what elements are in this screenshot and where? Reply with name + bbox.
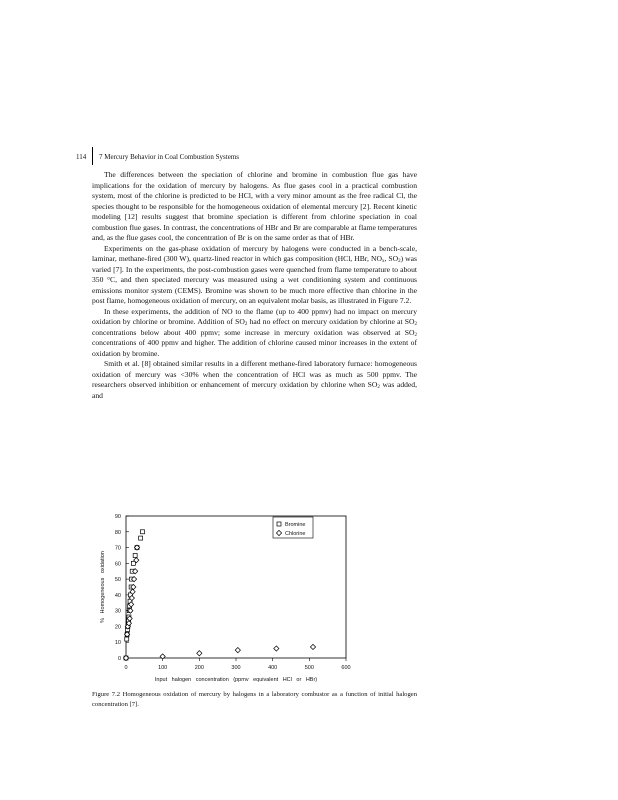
- bromine-point: [141, 530, 145, 534]
- x-axis-label: Input halogen concentration (ppmv equivalent HCl or HBr): [154, 677, 318, 683]
- chlorine-point: [274, 646, 279, 651]
- figure-caption: Figure 7.2 Homogeneous oxidation of mercury by halogens in a laboratory combustor as a function of initial halogen concentration [7].: [92, 691, 417, 708]
- chlorine-point: [310, 644, 315, 649]
- page-number: 114: [76, 153, 87, 161]
- header-divider: [92, 147, 93, 165]
- paragraph-1: [92, 170, 417, 244]
- subscript: 2: [414, 332, 417, 338]
- subscript: 2: [377, 385, 380, 390]
- legend-label-chlorine: Chlorine: [285, 531, 306, 537]
- y-tick-label: 20: [114, 624, 121, 631]
- subscript: 2: [414, 322, 418, 327]
- y-tick-label: 10: [114, 640, 121, 647]
- chlorine-point: [235, 648, 240, 653]
- chapter-title: 7 Mercury Behavior in Coal Combustion Systems: [99, 153, 239, 161]
- x-tick-label: 500: [304, 665, 314, 671]
- x-tick-label: 100: [158, 665, 168, 671]
- figure-7-2-chart: [92, 508, 362, 688]
- subscript: 2: [398, 259, 401, 264]
- text-run: was added, and: [92, 380, 417, 400]
- subscript: x: [381, 259, 385, 264]
- bromine-point: [125, 637, 129, 641]
- y-tick-label: 80: [114, 529, 121, 536]
- text-run: had no effect on mercury oxidation by chlorine at SO: [247, 317, 415, 326]
- paragraph-3: [92, 307, 417, 360]
- legend-marker-bromine: [277, 522, 281, 526]
- legend-label-bromine: Bromine: [285, 522, 306, 528]
- running-header: [76, 150, 421, 164]
- paragraph-4: [92, 359, 417, 401]
- text-run: In these experiments, the addition of NO to the flame (up to 400 ppmv) had no impact on mercury oxidation by chlorine or bromine. Addition of SO: [92, 306, 417, 326]
- y-tick-label: 50: [114, 577, 121, 584]
- y-tick-label: 0: [117, 656, 121, 662]
- y-tick-label: 70: [114, 545, 121, 552]
- y-tick-label: 90: [114, 514, 121, 520]
- x-tick-label: 200: [194, 665, 204, 671]
- chart-svg: [92, 508, 362, 688]
- bromine-point: [139, 536, 143, 540]
- paragraph-2: [92, 244, 417, 307]
- text-run: ) was varied [7]. In the experiments, the post-combustion gases were quenched from flame temperature to about 350 °C, and then speciated mercury was measured using a wet conditioning system and continuous emissions monitor system (CEMS). Bromine was shown to be much more effective than chlorine in the post flame, homogeneous oxidation of mercury, on an equivalent molar basis, as illustrated in Figure 7.2.: [92, 254, 417, 305]
- chlorine-point: [197, 651, 202, 656]
- x-tick-label: 600: [341, 665, 351, 671]
- bromine-point: [133, 553, 137, 557]
- y-tick-label: 60: [114, 561, 121, 568]
- y-axis-label: % Homogeneous oxidation: [100, 551, 106, 623]
- text-run: , SO: [384, 254, 399, 263]
- y-tick-label: 40: [114, 592, 121, 599]
- x-tick-label: 400: [268, 665, 278, 671]
- subscript: 2: [244, 322, 248, 327]
- text-run: The differences between the speciation of chlorine and bromine in combustion flue gas have implications for the oxidation of mercury by halogens. As flue gases cool in a practical combustion system, most of the chlorine is predicted to be HCl, with a very minor amount as the free radical Cl, the species thought to be responsible for the homogeneous oxidation of elemental mercury [2]. Recent kinetic modeling [12] results suggest that bromine speciation is different from chlorine speciation in coal combustion flue gases. In contrast, the concentrations of HBr and Br are comparable at flame temperatures and, as the flue gases cool, the concentration of Br is on the same order as that of HBr.: [92, 170, 417, 242]
- bromine-point: [131, 561, 135, 565]
- y-tick-label: 30: [114, 608, 121, 615]
- text-run: Smith et al. [8] obtained similar results in a different methane-fired laboratory furnace: homogeneous oxidation of mercury was <30% when the concentration of HCl was as much as 500 ppmv. The researchers observed inhibition or enhancement of mercury oxidation by chlorine when SO: [92, 359, 417, 389]
- x-tick-label: 300: [231, 665, 241, 671]
- body-text: [92, 170, 417, 401]
- text-run: concentrations below about 400 ppmv; some increase in mercury oxidation was observed at SO: [92, 327, 415, 337]
- text-run: concentrations of 400 ppmv and higher. The addition of chlorine caused minor increases in the extent of oxidation by bromine.: [92, 338, 417, 358]
- x-tick-label: 0: [124, 665, 128, 671]
- text-run: Experiments on the gas-phase oxidation of mercury by halogens were conducted in a bench-scale, laminar, methane-fired (300 W), quartz-lined reactor in which gas composition (HCl, HBr, NO: [92, 243, 417, 263]
